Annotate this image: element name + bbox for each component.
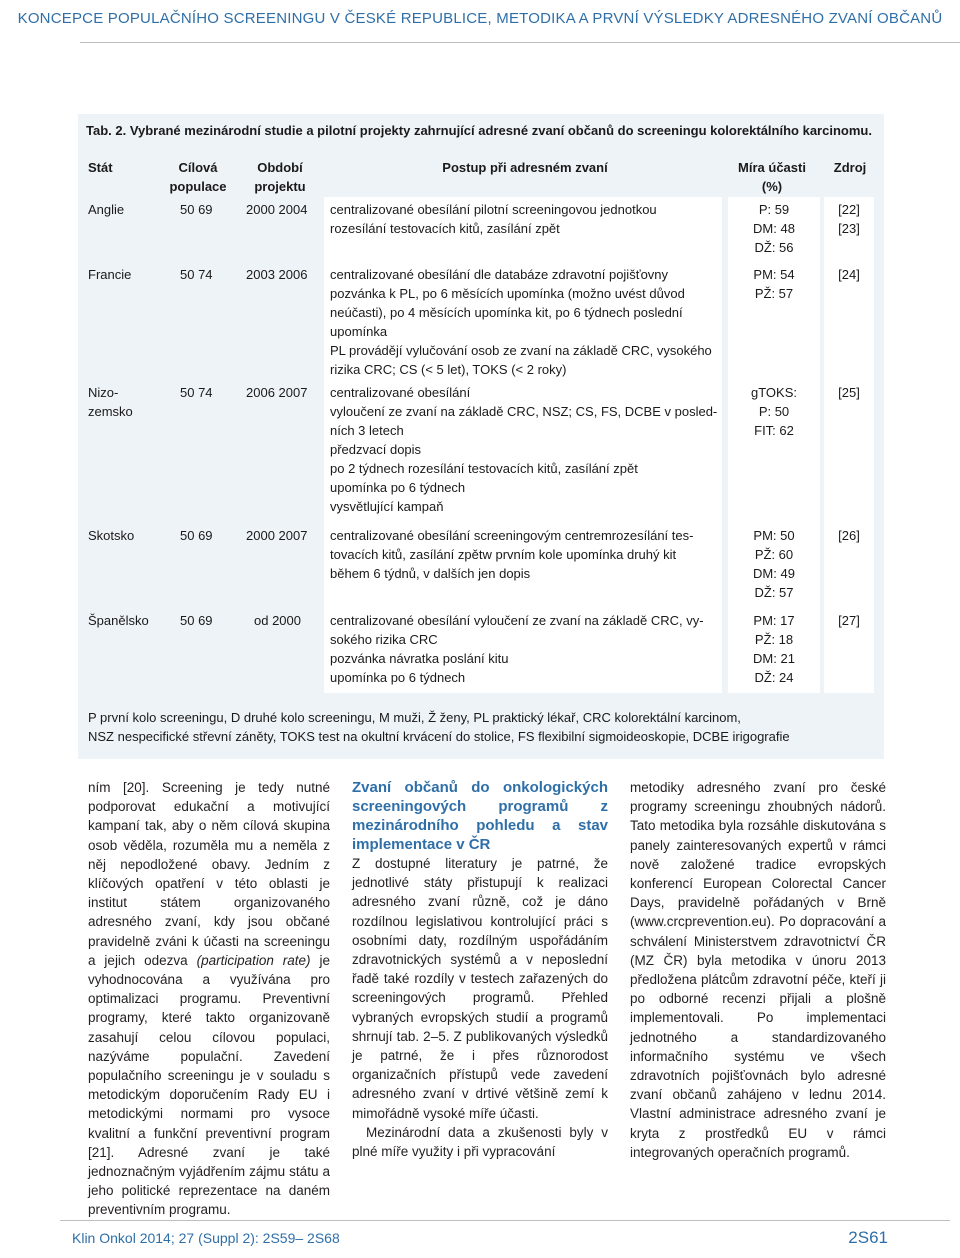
cell-mira: gTOKS: P: 50 FIT: 62	[750, 385, 797, 438]
cell-populace: 50 74	[180, 267, 213, 282]
cell-postup: centralizované obesílání vyloučení ze zvaní na základě CRC, NSZ; CS, FS, DCBE v posled- ních 3 letech předzvací dopis po 2 týdnech rozesílání testovacích kitů, zasílání zpět upomínka po 6 týdnech vysvětlující kampaň	[330, 385, 718, 514]
cell-populace: 50 69	[180, 613, 213, 628]
cell-postup: centralizované obesílání pilotní screeningovou jednotkou rozesílání testovacích kitů, zasílání zpět	[330, 202, 657, 236]
header-obdobi-line2: projektu	[254, 179, 306, 194]
cell-zdroj: [22] [23]	[838, 202, 860, 236]
cell-obdobi: 2006 2007	[246, 385, 308, 400]
cell-populace: 50 69	[180, 528, 213, 543]
header-obdobi-projektu	[240, 158, 320, 196]
cell-zdroj: [24]	[838, 267, 860, 282]
header-zdroj: Zdroj	[833, 160, 867, 175]
column-left	[88, 778, 330, 1220]
table-caption: Tab. 2. Vybrané mezinárodní studie a pilotní projekty zahrnující adresné zvaní občanů do screeningu kolorektálního karcinomu.	[86, 123, 872, 138]
cell-mira: PM: 17 PŽ: 18 DM: 21 DŽ: 24	[753, 613, 795, 685]
cell-obdobi: 2003 2006	[246, 267, 308, 282]
cell-zdroj: [27]	[838, 613, 860, 628]
footer-divider	[60, 1220, 950, 1221]
cell-stat: Skotsko	[88, 528, 135, 543]
cell-postup: centralizované obesílání screeningovým centremrozesílání tes- tovacích kitů, zasílání zpětw prvním kole upomínka druhý kit během 6 týdnů, v dalších jen dopis	[330, 528, 694, 581]
cell-stat: Anglie	[88, 202, 125, 217]
header-mira-ucasti	[730, 158, 814, 196]
header-cilova-line2: populace	[169, 179, 227, 194]
header-cilova-populace	[158, 158, 238, 196]
page-number: 2S61	[848, 1228, 888, 1247]
cell-obdobi: od 2000	[254, 613, 301, 628]
legend-line: P první kolo screeningu, D druhé kolo screeningu, M muži, Ž ženy, PL praktický lékař, CRC kolorektální karcinom,	[88, 710, 741, 725]
cell-zdroj: [26]	[838, 528, 860, 543]
cell-postup: centralizované obesílání vyloučení ze zvaní na základě CRC, vy- sokého rizika CRC pozvánka návratka poslání kitu upomínka po 6 týdnech	[330, 613, 704, 685]
column-right	[630, 778, 886, 1162]
table-legend	[88, 708, 878, 746]
column-middle	[352, 778, 608, 1161]
cell-obdobi: 2000 2004	[246, 202, 308, 217]
header-mira-line2: (%)	[761, 179, 783, 194]
header-mira-line1: Míra účasti	[738, 160, 806, 175]
header-cilova-line1: Cílová	[178, 160, 218, 175]
paragraph: Mezinárodní data a zkušenosti byly v plné míře využity i při vypracování	[352, 1124, 608, 1160]
cell-obdobi: 2000 2007	[246, 528, 308, 543]
section-heading: Zvaní občanů do onkologických screeningových programů z mezinárodního pohledu a stav implementace v ČR	[352, 779, 608, 853]
legend-line: NSZ nespecifické střevní záněty, TOKS test na okultní krvácení do stolice, FS flexibilní sigmoideoskopie, DCBE irigografie	[88, 729, 790, 744]
header-postup: Postup při adresném zvaní	[442, 160, 608, 175]
cell-stat: Španělsko	[88, 613, 149, 628]
paragraph: metodiky adresného zvaní pro české programy screeningu zhoubných nádorů. Tato metodika byla rozsáhle diskutována s panely zainteresovaných expertů v rámci nově založené tradice evropských konferencí European Colorectal Cancer Days, pravidelně pořádaných v Brně (www.crcprevention.eu). Po dopracování a schválení Ministerstvem zdravotnictví ČR (MZ ČR) byla metodika v únoru 2013 předložena plátcům zdravotní péče, kteří ji po odborné recenzi přijali a plošně implementovali. Po implementaci jednotného a standardizovaného informačního systému ve všech zdravotních pojišťovnách bylo adresné zvaní občanů zahájeno v lednu 2014. Vlastní administrace adresného zvaní je kryta z prostředků EU v rámci integrovaných operačních programů.	[630, 780, 886, 1160]
header-obdobi-line1: Období	[257, 160, 303, 175]
header-divider	[80, 42, 960, 43]
cell-populace: 50 74	[180, 385, 213, 400]
header-stat: Stát	[88, 160, 113, 175]
cell-stat: Nizo- zemsko	[88, 385, 133, 419]
cell-mira: PM: 50 PŽ: 60 DM: 49 DŽ: 57	[753, 528, 795, 600]
cell-mira: PM: 54 PŽ: 57	[753, 267, 795, 301]
cell-stat: Francie	[88, 267, 132, 282]
paragraph: Z dostupné literatury je patrné, že jednotlivé státy přistupují k realizaci adresného zvaní různě, což je dáno rozdílnou legislativou kontrolující práci s osobními daty, rozdílným uspořádáním zdravotnických systémů a v neposlední řadě také rozdíly v testech zařazených do screeningových programů. Přehled vybraných evropských studií a programů shrnují tab. 2–5. Z publikovaných výsledků je patrné, že i přes různorodost organizačních přístupů vede zavedení adresného zvaní v drtivé většině zemí k mimořádně vysoké míře účasti.	[352, 856, 608, 1121]
page-header-title: KONCEPCE POPULAČNÍHO SCREENINGU V ČESKÉ REPUBLICE, METODIKA A PRVNÍ VÝSLEDKY ADRESNÉHO ZVANÍ OBČANŮ	[17, 10, 943, 27]
footer-citation: Klin Onkol 2014; 27 (Suppl 2): 2S59– 2S68	[72, 1230, 340, 1246]
cell-zdroj: [25]	[838, 385, 860, 400]
cell-populace: 50 69	[180, 202, 213, 217]
cell-mira: P: 59 DM: 48 DŽ: 56	[753, 202, 795, 255]
paragraph: ním [20]. Screening je tedy nutné podporovat edukační a motivující kampaní tak, aby o něm cílová skupina osob věděla, rozuměla mu a neměla z něj nepodložené obavy. Jedním z klíčových opatření v této oblasti je institut státem organizovaného adresného zvaní, kdy jsou občané pravidelně zváni k účasti na screeningu a jejich odezva (participation rate) je vyhodnocována a využívána pro optimalizaci programu. Preventivní programy, které takto organizovaně zasahují celou cílovou populaci, nazýváme populační. Zavedení populačního screeningu je v souladu s metodickým doporučením Rady EU i metodickými normami pro vysoce kvalitní a funkční preventivní program [21]. Adresné zvaní je také jednoznačným vyjádřením zájmu státu a jeho politické reprezentace na daném preventivním programu.	[88, 780, 330, 1218]
cell-postup: centralizované obesílání dle databáze zdravotní pojišťovny pozvánka k PL, po 6 měsících upomínka (možno uvést důvod neúčasti), po 4 měsících upomínka kit, po 6 týdnech poslední upomínka PL provádějí vylučování osob ze zvaní na základě CRC, vysokého rizika CRC; CS (< 5 let), TOKS (< 2 roky)	[330, 267, 712, 377]
